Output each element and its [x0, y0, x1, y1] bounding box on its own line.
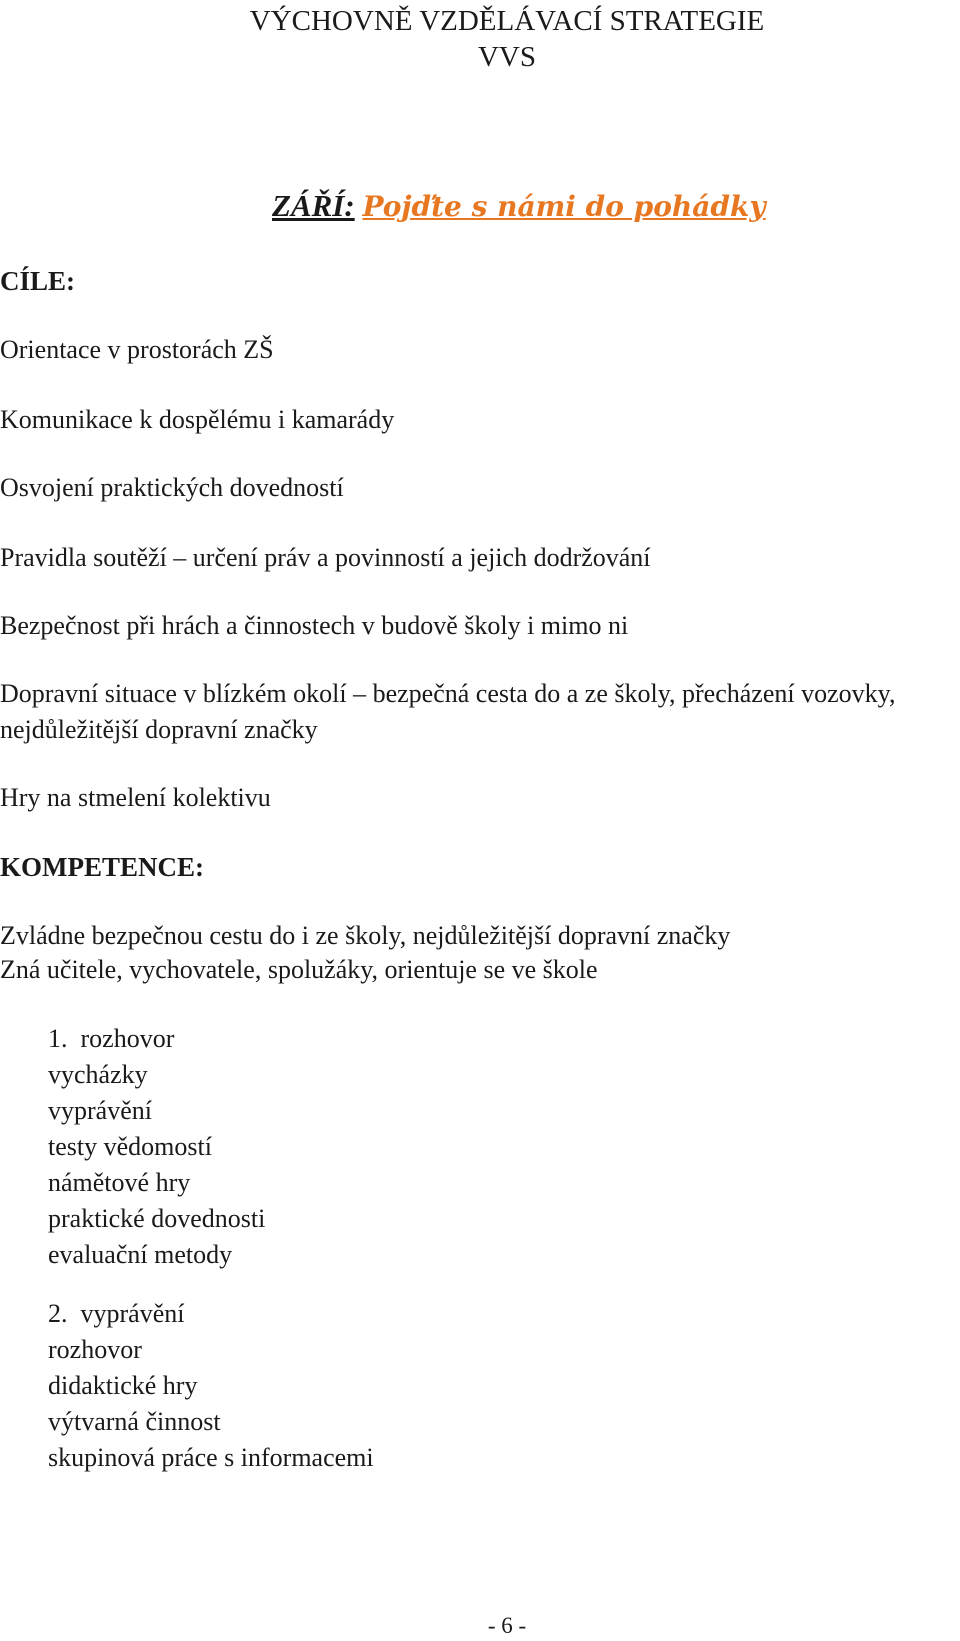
- competence-line: Zvládne bezpečnou cestu do i ze školy, nejdůležitější dopravní značky: [0, 921, 731, 950]
- page-subtitle: VVS: [477, 41, 536, 73]
- goal-item: Dopravní situace v blízkém okolí – bezpečná cesta do a ze školy, přecházení vozovky, nejdůležitější dopravní značky: [0, 679, 896, 744]
- list-item: praktické dovednosti: [48, 1204, 266, 1233]
- goals-heading: CÍLE:: [0, 266, 76, 296]
- list-item: didaktické hry: [48, 1371, 198, 1400]
- list-item: evaluační metody: [48, 1240, 233, 1269]
- competences-heading: KOMPETENCE:: [0, 852, 205, 882]
- goal-item: Hry na stmelení kolektivu: [0, 783, 271, 812]
- competence-line: Zná učitele, vychovatele, spolužáky, orientuje se ve škole: [0, 955, 598, 984]
- list-item: vyprávění: [48, 1096, 152, 1125]
- list-item: skupinová práce s informacemi: [48, 1443, 374, 1472]
- method-list-1: [48, 1021, 265, 1273]
- goal-item: Orientace v prostorách ZŠ: [0, 335, 274, 364]
- goal-item: Komunikace k dospělému i kamarády: [0, 405, 395, 434]
- month-label: ZÁŘÍ:: [272, 188, 355, 223]
- list-item: testy vědomostí: [48, 1132, 212, 1161]
- list-item: [48, 1021, 265, 1057]
- page-number: - 6 -: [487, 1613, 527, 1638]
- month-heading: [272, 186, 766, 227]
- goal-item: Osvojení praktických dovedností: [0, 473, 344, 502]
- list-number: 2.: [48, 1299, 68, 1328]
- list-item-text: rozhovor: [80, 1024, 175, 1053]
- list-item-text: vyprávění: [80, 1299, 185, 1328]
- goal-item: Bezpečnost při hrách a činnostech v budově školy i mimo ni: [0, 611, 629, 640]
- list-item: vycházky: [48, 1060, 148, 1089]
- goal-item: Pravidla soutěží – určení práv a povinností a jejich dodržování: [0, 543, 651, 572]
- page-title: VÝCHOVNĚ VZDĚLÁVACÍ STRATEGIE: [249, 5, 765, 37]
- list-item: výtvarná činnost: [48, 1407, 221, 1436]
- month-theme: Pojďte s námi do pohádky: [362, 190, 766, 223]
- list-number: 1.: [48, 1024, 68, 1053]
- list-item: [48, 1296, 374, 1332]
- method-list-2: [48, 1296, 374, 1476]
- list-item: námětové hry: [48, 1168, 191, 1197]
- list-item: rozhovor: [48, 1335, 142, 1364]
